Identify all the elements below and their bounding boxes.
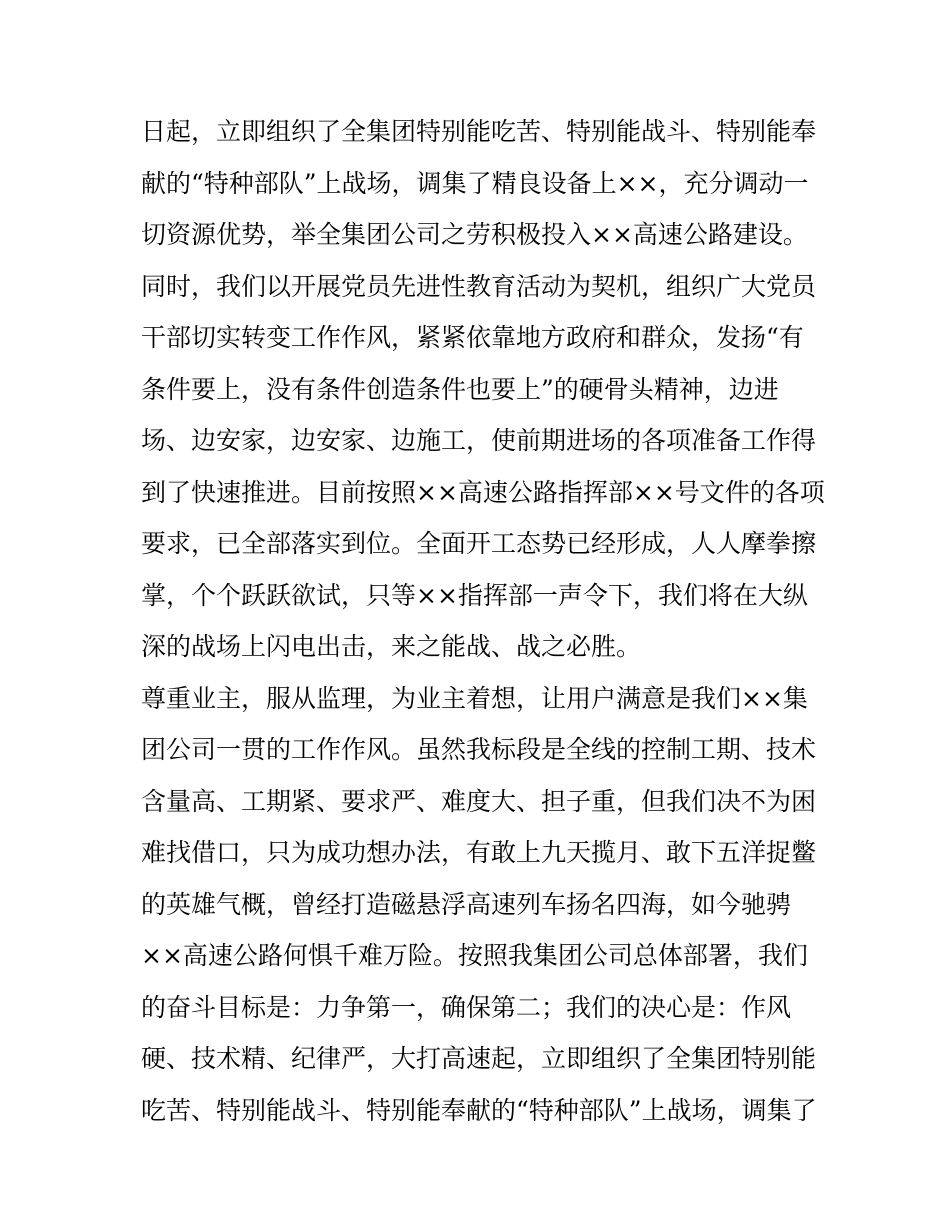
- text-line-17: ××高速公路何惧千难万险。按照我集团公司总体部署，我们: [141, 941, 808, 970]
- text-line-13: 团公司一贯的工作作风。虽然我标段是全线的控制工期、技术: [141, 735, 817, 764]
- text-line-8: 到了快速推进。目前按照××高速公路指挥部××号文件的各项: [141, 477, 825, 507]
- text-line-15: 难找借口，只为成功想办法，有敢上九天揽月、敢下五洋捉鳖: [141, 838, 817, 867]
- text-line-9: 要求，已全部落实到位。全面开工态势已经形成，人人摩拳擦: [141, 529, 817, 558]
- text-line-10: 掌，个个跃跃欲试，只等××指挥部一声令下，我们将在大纵: [141, 580, 808, 610]
- text-line-4: 同时，我们以开展党员先进性教育活动为契机，组织广大党员: [141, 271, 817, 301]
- text-line-16: 的英雄气概，曾经打造磁悬浮高速列车扬名四海，如今驰骋: [141, 889, 792, 919]
- text-line-20: 吃苦、特别能战斗、特别能奉献的“特种部队”上战场，调集了: [141, 1095, 817, 1125]
- text-line-6: 条件要上，没有条件创造条件也要上”的硬骨头精神，边进: [141, 374, 779, 404]
- text-line-12: 尊重业主，服从监理，为业主着想，让用户满意是我们××集: [141, 683, 808, 713]
- text-line-3: 切资源优势，举全集团公司之劳积极投入××高速公路建设。: [141, 220, 808, 249]
- text-line-7: 场、边安家，边安家、边施工，使前期进场的各项准备工作得: [141, 426, 817, 455]
- text-line-5: 干部切实转变工作作风，紧紧依靠地方政府和群众，发扬“有: [141, 323, 804, 352]
- text-line-14: 含量高、工期紧、要求严、难度大、担子重，但我们决不为困: [141, 786, 817, 816]
- text-line-19: 硬、技术精、纪律严，大打高速起，立即组织了全集团特别能: [141, 1044, 817, 1073]
- body-text: [141, 106, 825, 1136]
- text-line-1: 日起，立即组织了全集团特别能吃苦、特别能战斗、特别能奉: [141, 117, 817, 146]
- text-line-2: 献的“特种部队”上战场，调集了精良设备上××，充分调动一: [141, 168, 809, 198]
- text-line-11: 深的战场上闪电出击，来之能战、战之必胜。: [141, 632, 642, 661]
- text-line-18: 的奋斗目标是：力争第一，确保第二；我们的决心是：作风: [141, 992, 792, 1022]
